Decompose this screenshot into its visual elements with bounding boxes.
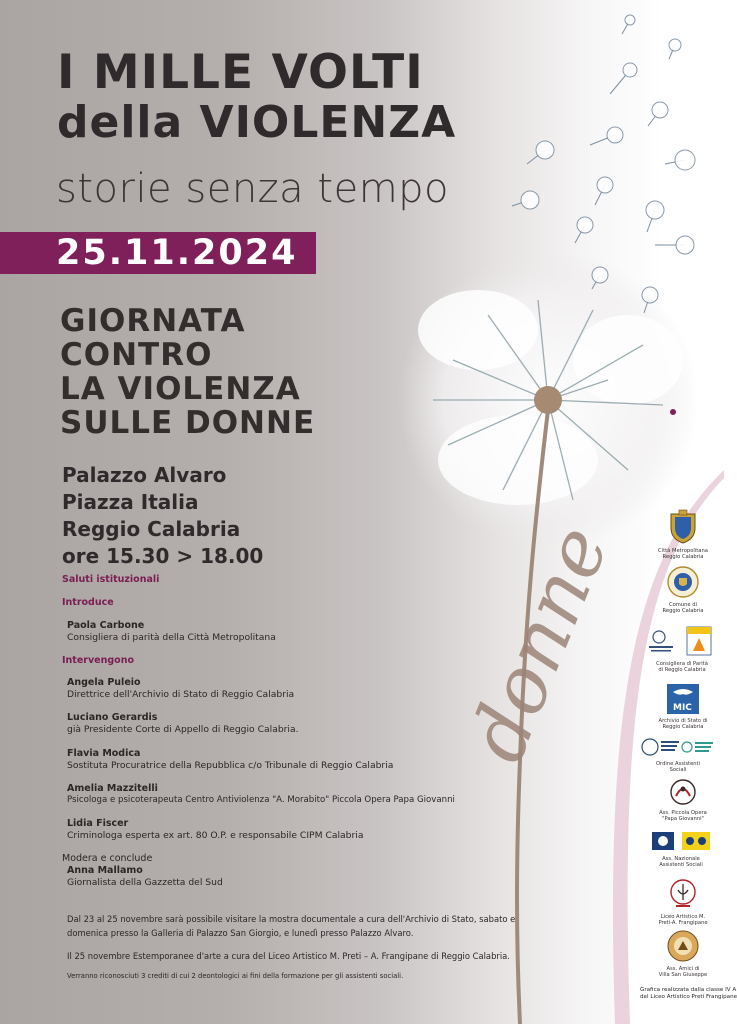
exhibit-note xyxy=(67,912,515,940)
donne-script-word: donne xyxy=(452,514,627,774)
logo-piccola-opera[interactable] xyxy=(655,778,711,823)
venue-city: Reggio Calabria xyxy=(62,517,241,541)
venue-block xyxy=(62,462,263,570)
speaker-role: Psicologa e psicoterapeuta Centro Antiviolenza "A. Morabito" Piccola Opera Papa Giovanni xyxy=(67,795,455,805)
logo-caption: Consigliera di Parità xyxy=(656,661,708,667)
mic-logo-icon xyxy=(667,684,699,714)
title-line-2: della VIOLENZA xyxy=(57,97,457,148)
logo-caption: Reggio Calabria xyxy=(662,608,704,615)
logo-ordine-assistenti[interactable] xyxy=(640,737,716,774)
municipal-seal-icon xyxy=(667,566,699,598)
speaker-role: Consigliera di parità della Città Metropolitana xyxy=(67,632,276,643)
logo-caption: Archivio di Stato di xyxy=(658,718,708,724)
venue-place: Palazzo Alvaro xyxy=(62,463,227,487)
social-workers-order-icon xyxy=(641,737,715,757)
event-time: ore 15.30 > 18.00 xyxy=(62,544,264,568)
logo-caption: Assistenti Sociali xyxy=(659,862,703,869)
speaker-name: Angela Puleio xyxy=(67,677,141,688)
headline-line: SULLE DONNE xyxy=(60,405,316,441)
speaker-role: già Presidente Corte di Appello di Reggio Calabria. xyxy=(67,724,299,735)
piccola-opera-icon xyxy=(669,778,697,806)
subtitle: storie senza tempo xyxy=(56,166,450,212)
graphic-credit-line: Grafica realizzata dalla classe IV A xyxy=(640,987,737,993)
logo-caption: Reggio Calabria xyxy=(662,724,704,731)
logo-caption: Reggio Calabria xyxy=(662,554,704,561)
logo-liceo-artistico[interactable] xyxy=(655,878,711,927)
logo-consigliera-parita[interactable] xyxy=(645,625,719,674)
speaker-role: Sostituta Procuratrice della Repubblica c/o Tribunale di Reggio Calabria xyxy=(67,760,394,771)
venue-square: Piazza Italia xyxy=(62,490,199,514)
headline xyxy=(60,304,315,440)
speaker-name: Flavia Modica xyxy=(67,748,141,759)
speaker-name: Luciano Gerardis xyxy=(67,712,158,723)
logo-caption: Villa San Giuseppe xyxy=(658,972,708,979)
logo-caption: Ass. Amici di xyxy=(666,966,700,972)
event-date: 25.11.2024 xyxy=(56,233,298,273)
svg-text:MIC: MIC xyxy=(673,703,692,713)
logo-caption: Sociali xyxy=(669,767,687,774)
graphic-credit-line: del Liceo Artistico Preti Frangipane xyxy=(640,994,737,1000)
title-line-1: I MILLE VOLTI xyxy=(57,45,424,100)
moderator-role: Giornalista della Gazzetta del Sud xyxy=(67,877,223,888)
logo-caption: Ass. Nazionale xyxy=(662,856,700,862)
estemporanea-note: Il 25 novembre Estemporanee d'arte a cura del Liceo Artistico M. Preti – A. Frangipane di Reggio Calabria. xyxy=(67,951,510,961)
logo-caption: Città Metropolitana xyxy=(658,548,708,554)
moderator-label: Modera e conclude xyxy=(62,853,153,864)
logo-caption: Ass. Piccola Opera xyxy=(659,810,707,816)
logo-comune[interactable] xyxy=(655,566,711,615)
social-workers-association-icon xyxy=(650,830,712,852)
logo-archivio-stato[interactable] xyxy=(655,684,711,731)
headline-line: GIORNATA xyxy=(60,303,246,339)
villa-friends-icon xyxy=(667,930,699,962)
credits-note: Verranno riconosciuti 3 crediti di cui 2 deontologici ai fini della formazione per gli assistenti sociali. xyxy=(67,972,404,980)
section-introduce: Introduce xyxy=(62,597,114,608)
logo-caption: di Reggio Calabria xyxy=(658,667,706,674)
graphic-credit xyxy=(640,987,737,1001)
logo-assistenti-nazionale[interactable] xyxy=(647,830,715,869)
logo-citta-metropolitana[interactable] xyxy=(655,508,711,561)
logo-caption: Liceo Artistico M. xyxy=(660,914,706,920)
logo-caption: "Papa Giovanni" xyxy=(662,816,704,823)
art-school-icon xyxy=(668,878,698,910)
logo-caption: Preti-A. Frangipane xyxy=(658,920,708,927)
ministry-emblem-icon xyxy=(647,625,717,657)
logo-villa-san-giuseppe[interactable] xyxy=(655,930,711,979)
headline-line: CONTRO xyxy=(60,337,213,373)
city-crest-icon xyxy=(668,508,698,544)
date-banner xyxy=(0,232,316,274)
headline-line: LA VIOLENZA xyxy=(60,371,301,407)
exhibit-note-line: domenica presso la Galleria di Palazzo San Giorgio, e lunedì presso Palazzo Alvaro. xyxy=(67,928,414,938)
logo-caption: Comune di xyxy=(669,602,697,608)
section-intervengono: Intervengono xyxy=(62,655,134,666)
speaker-role: Direttrice dell'Archivio di Stato di Reggio Calabria xyxy=(67,689,295,700)
speaker-name: Lidia Fiscer xyxy=(67,818,129,829)
exhibit-note-line: Dal 23 al 25 novembre sarà possibile visitare la mostra documentale a cura dell'Archivio di Stato, sabato e xyxy=(67,914,516,924)
logo-caption: Ordine Assistenti xyxy=(655,761,701,767)
speaker-name: Amelia Mazzitelli xyxy=(67,783,158,794)
speaker-role: Criminologa esperta ex art. 80 O.P. e responsabile CIPM Calabria xyxy=(67,830,364,841)
moderator-name: Anna Mallamo xyxy=(67,865,143,876)
section-saluti: Saluti istituzionali xyxy=(62,574,160,585)
speaker-name: Paola Carbone xyxy=(67,620,145,631)
